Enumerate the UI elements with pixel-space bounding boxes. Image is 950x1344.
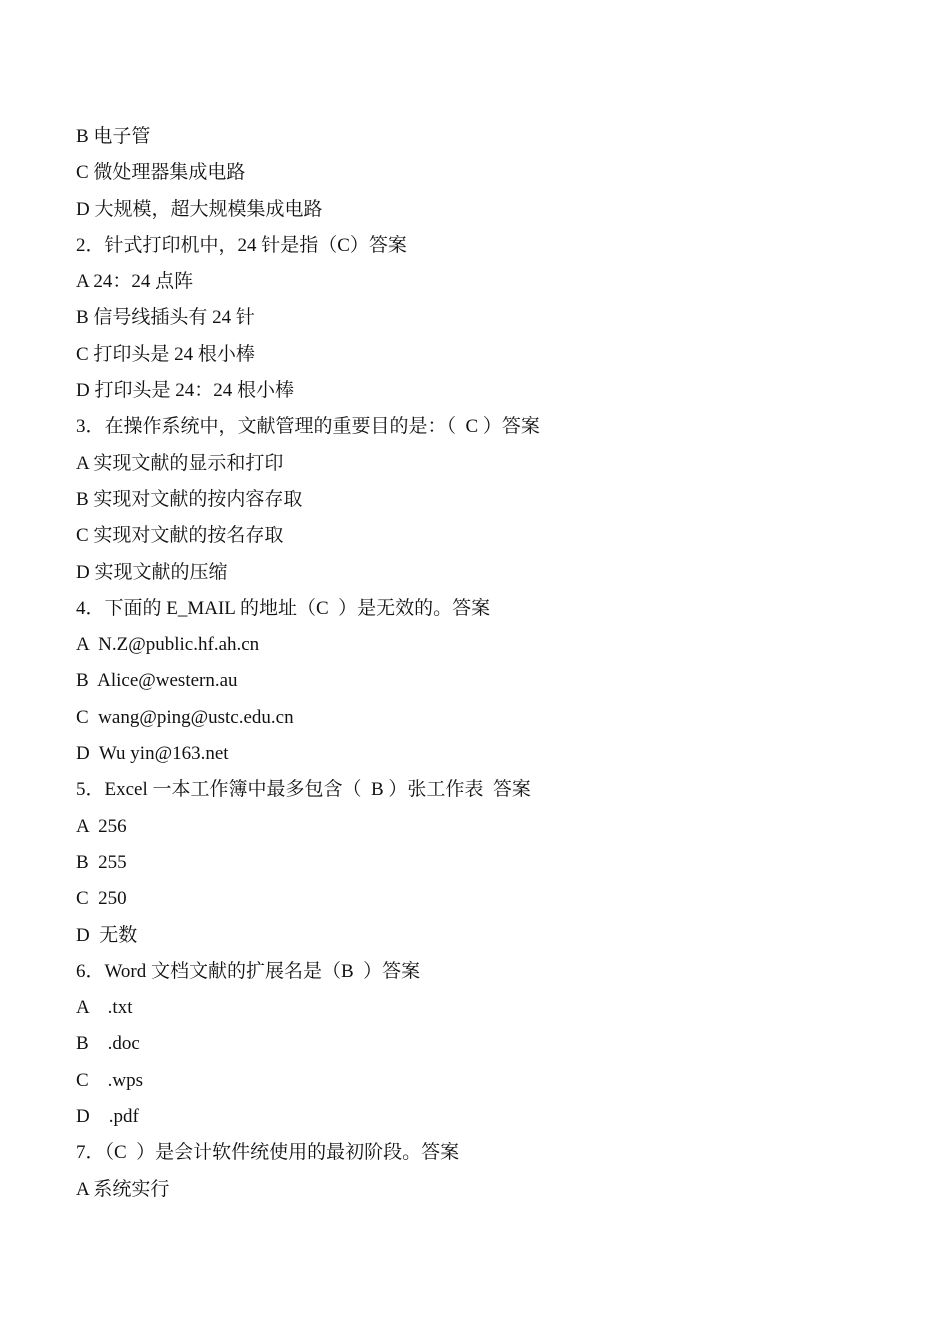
option-line: A .txt <box>76 997 133 1019</box>
option-line: B .doc <box>76 1033 140 1055</box>
question-line: 7．（C ）是会计软件统使用的最初阶段。答案 <box>76 1142 460 1164</box>
question-line: 4．下面的 E_MAIL 的地址（C ）是无效的。答案 <box>76 597 491 619</box>
option-line: B 实现对文献的按内容存取 <box>76 488 303 510</box>
question-line: 3．在操作系统中，文献管理的重要目的是：（ C ）答案 <box>76 416 540 438</box>
option-line: A 实现文献的显示和打印 <box>76 452 284 474</box>
option-line: B Alice@western.au <box>76 670 238 692</box>
option-line: A 24：24 点阵 <box>76 271 194 293</box>
document-body <box>76 119 876 1208</box>
option-line: C 实现对文献的按名存取 <box>76 525 284 547</box>
option-line: D 打印头是 24：24 根小棒 <box>76 380 294 402</box>
option-line: D 实现文献的压缩 <box>76 561 228 583</box>
question-line: 5．Excel 一本工作簿中最多包含（ B ）张工作表 答案 <box>76 779 531 801</box>
option-line: C .wps <box>76 1069 144 1091</box>
option-line: C 250 <box>76 888 127 910</box>
option-line: B 255 <box>76 851 127 873</box>
option-line: D Wu yin@163.net <box>76 743 229 765</box>
question-line: 2．针式打印机中，24 针是指（C）答案 <box>76 234 407 256</box>
option-line: C 微处理器集成电路 <box>76 162 246 184</box>
option-line: D .pdf <box>76 1106 139 1128</box>
option-line: D 无数 <box>76 924 138 946</box>
option-line: A N.Z@public.hf.ah.cn <box>76 634 260 656</box>
option-line: A 256 <box>76 815 127 837</box>
option-line: C wang@ping@ustc.edu.cn <box>76 706 294 728</box>
option-line: B 信号线插头有 24 针 <box>76 307 255 329</box>
option-line: A 系统实行 <box>76 1178 170 1200</box>
option-line: B 电子管 <box>76 126 151 147</box>
option-line: C 打印头是 24 根小棒 <box>76 343 255 365</box>
question-line: 6．Word 文档文献的扩展名是（B ）答案 <box>76 960 421 982</box>
option-line: D 大规模，超大规模集成电路 <box>76 198 323 220</box>
